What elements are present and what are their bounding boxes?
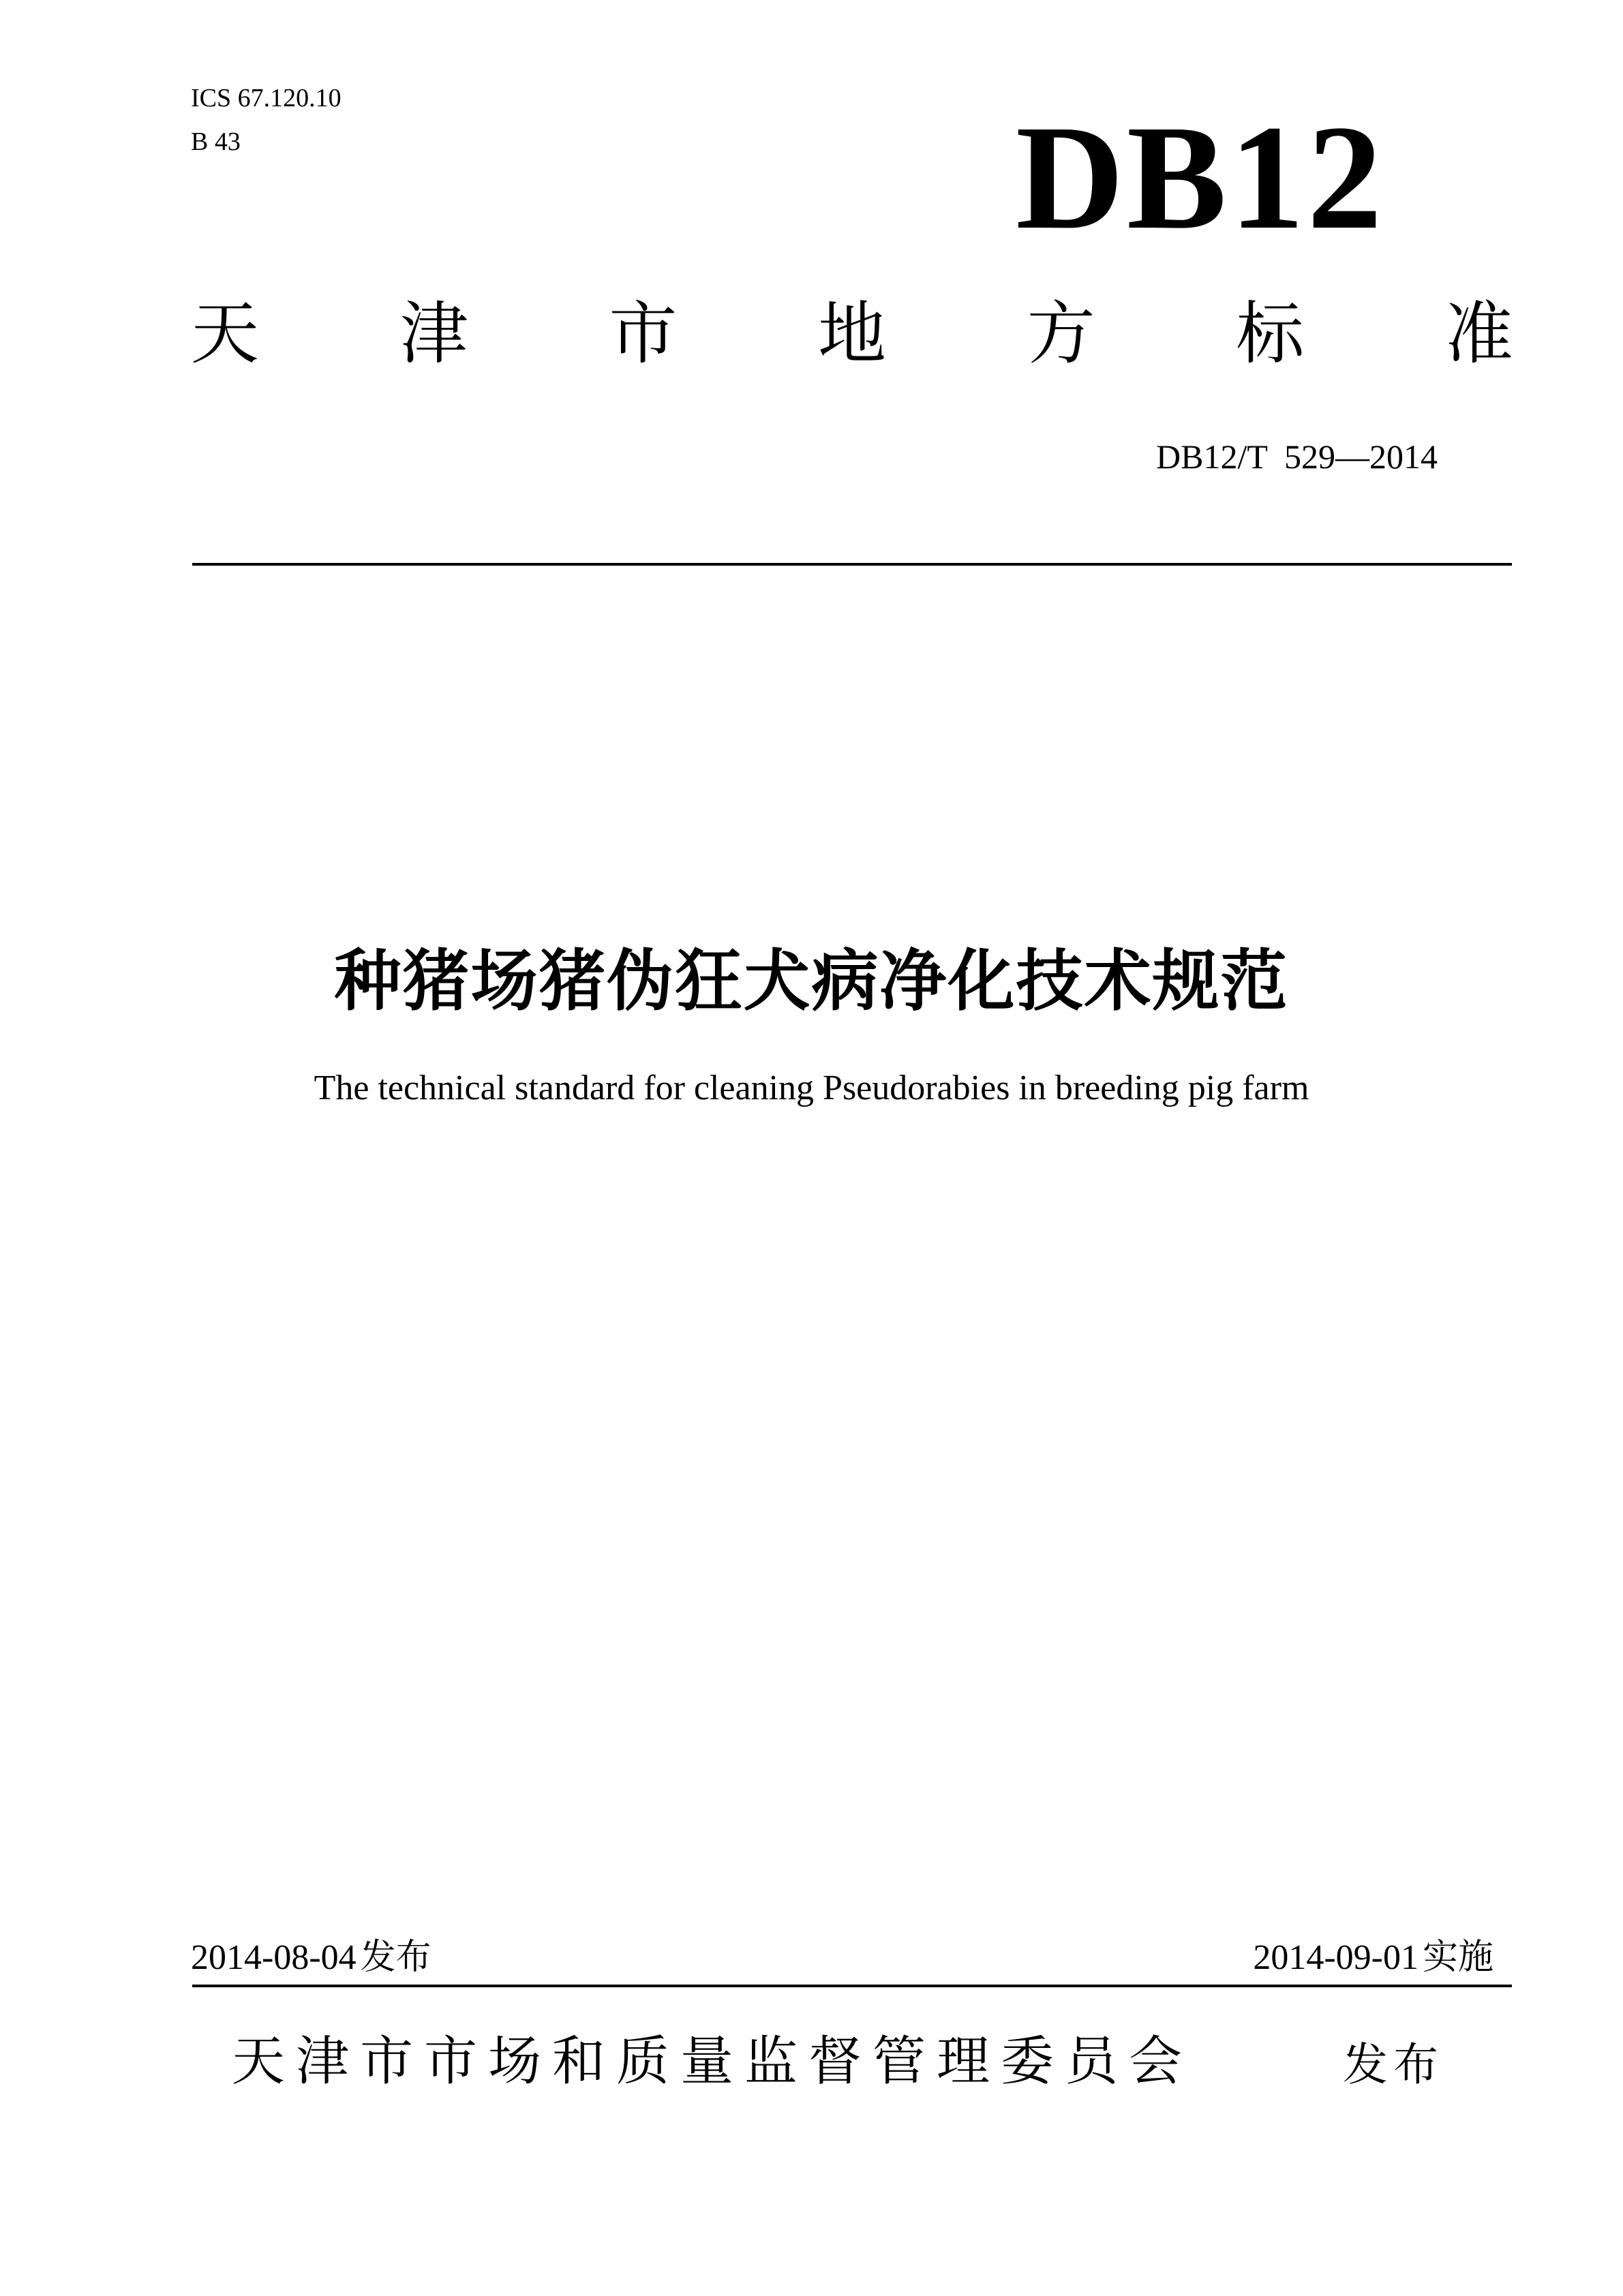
issue-label: 发布 [360,1937,431,1978]
implement-date: 2014-09-01 [1253,1938,1419,1977]
title-english: The technical standard for cleaning Pseudorabies in breeding pig farm [314,1069,1309,1107]
bottom-divider [192,1985,1512,1987]
standard-type-char: 准 [1444,294,1513,373]
standard-type-heading [191,293,1513,375]
publisher-label: 发布 [1343,2038,1444,2091]
ics-code: ICS 67.120.10 [191,84,342,112]
standard-type-char: 标 [1236,294,1305,373]
issue-date-line [191,1935,431,1980]
implement-label: 实施 [1422,1937,1493,1978]
ccs-code: B 43 [191,127,241,156]
issue-date: 2014-08-04 [191,1938,357,1977]
top-divider [192,563,1512,566]
standard-type-char: 市 [609,294,678,373]
implement-date-line [1253,1935,1493,1980]
standard-type-char: 方 [1027,294,1095,373]
standard-number: DB12/T 529—2014 [1156,438,1438,476]
standard-type-char: 津 [399,294,468,373]
publisher-name: 天津市市场和质量监督管理委员会 [232,2031,1194,2092]
standard-type-char: 地 [817,294,886,373]
standard-code-logo: DB12 [1016,94,1385,260]
title-chinese: 种猪场猪伪狂犬病净化技术规范 [334,943,1289,1020]
standard-type-char: 天 [191,294,259,373]
